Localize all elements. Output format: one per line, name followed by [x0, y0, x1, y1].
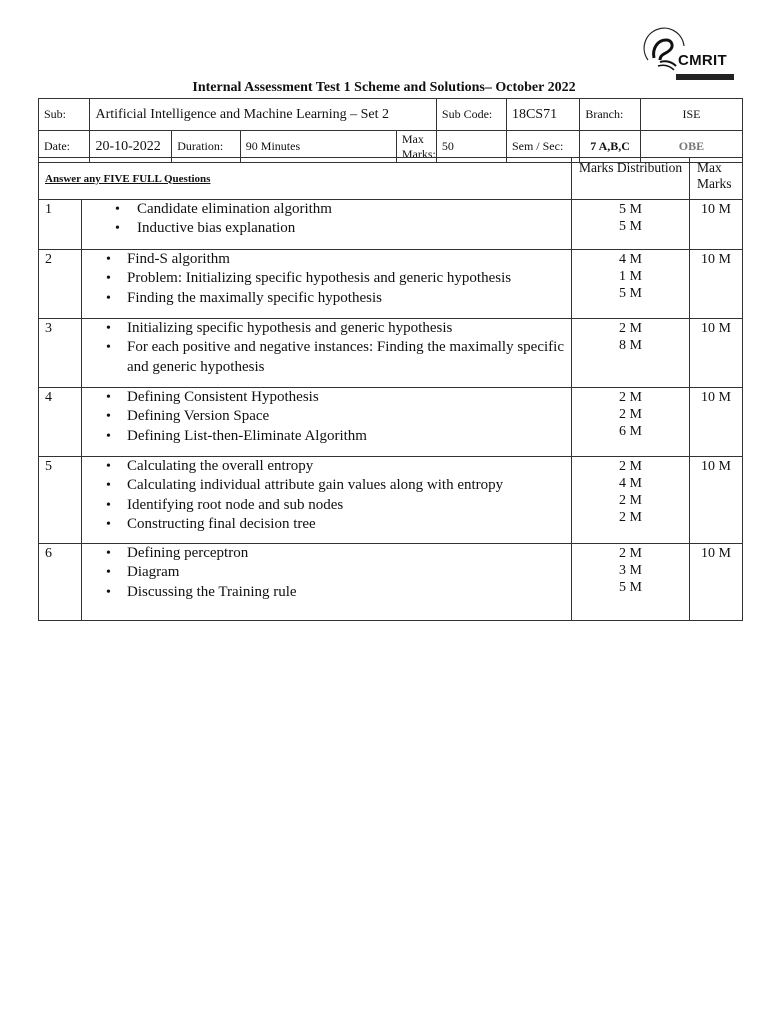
- question-number: 4: [39, 388, 82, 457]
- instruction-text: Answer any FIVE FULL Questions: [45, 172, 211, 185]
- question-item: • Calculating the overall entropy: [82, 457, 571, 476]
- mark-value: 5 M: [619, 580, 642, 595]
- question-items: [82, 388, 572, 457]
- duration-label: Duration:: [172, 131, 241, 163]
- max-mark: 10 M: [690, 457, 743, 544]
- max-mark: 10 M: [690, 319, 743, 388]
- question-item: • Find-S algorithm: [82, 250, 571, 269]
- max-mark: 10 M: [690, 388, 743, 457]
- maxmarks-label: Max Marks:: [396, 131, 436, 163]
- question-number: 1: [39, 200, 82, 250]
- max-mark: 10 M: [690, 250, 743, 319]
- maxmarks-value: 50: [436, 131, 506, 163]
- branch-value: ISE: [640, 99, 742, 131]
- mark-value: 4 M: [619, 476, 642, 491]
- mark-value: 2 M: [619, 459, 642, 474]
- mark-value: 2 M: [619, 510, 642, 525]
- question-item: • Inductive bias explanation: [82, 219, 571, 238]
- mark-value: 5 M: [619, 219, 642, 234]
- question-row: [39, 319, 743, 388]
- logo-name: CMRIT: [678, 52, 727, 69]
- question-item: • Defining Consistent Hypothesis: [82, 388, 571, 407]
- mark-value: 6 M: [619, 424, 642, 439]
- marks-distribution: [572, 319, 690, 388]
- marks-distribution: [572, 457, 690, 544]
- question-row: [39, 250, 743, 319]
- question-number: 3: [39, 319, 82, 388]
- question-item: • For each positive and negative instances: Finding the maximally specific and generic hypothesis: [82, 338, 571, 377]
- instruction-cell: [39, 158, 572, 200]
- mark-value: 3 M: [619, 563, 642, 578]
- max-mark: 10 M: [690, 544, 743, 621]
- question-item: • Finding the maximally specific hypothesis: [82, 289, 571, 308]
- max-marks-header: Max Marks: [690, 158, 743, 200]
- question-items: [82, 250, 572, 319]
- semsec-value: 7 A,B,C: [580, 131, 641, 163]
- question-number: 2: [39, 250, 82, 319]
- question-item: • Defining perceptron: [82, 544, 571, 563]
- mark-value: 5 M: [619, 202, 642, 217]
- mark-value: 4 M: [619, 252, 642, 267]
- sub-label: Sub:: [39, 99, 90, 131]
- semsec-label: Sem / Sec:: [506, 131, 579, 163]
- question-item: • Problem: Initializing specific hypothesis and generic hypothesis: [82, 269, 571, 288]
- date-label: Date:: [39, 131, 90, 163]
- question-items: [82, 457, 572, 544]
- question-items: [82, 319, 572, 388]
- mark-value: 2 M: [619, 407, 642, 422]
- cmrit-logo: [632, 24, 736, 88]
- question-item: • Identifying root node and sub nodes: [82, 496, 571, 515]
- question-row: [39, 200, 743, 250]
- question-row: [39, 544, 743, 621]
- question-item: • Defining Version Space: [82, 407, 571, 426]
- duration-value: 90 Minutes: [240, 131, 396, 163]
- marks-distribution: [572, 200, 690, 250]
- marks-distribution: [572, 544, 690, 621]
- subcode-label: Sub Code:: [436, 99, 506, 131]
- question-number: 6: [39, 544, 82, 621]
- mark-value: 2 M: [619, 493, 642, 508]
- question-items: [82, 544, 572, 621]
- mark-value: 2 M: [619, 390, 642, 405]
- question-item: • Calculating individual attribute gain values along with entropy: [82, 476, 571, 495]
- question-item: • Constructing final decision tree: [82, 515, 571, 534]
- question-number: 5: [39, 457, 82, 544]
- question-item: • Candidate elimination algorithm: [82, 200, 571, 219]
- question-row: [39, 457, 743, 544]
- obe-label: OBE: [640, 131, 742, 163]
- mark-value: 2 M: [619, 321, 642, 336]
- question-item: • Diagram: [82, 563, 571, 582]
- mark-value: 1 M: [619, 269, 642, 284]
- max-mark: 10 M: [690, 200, 743, 250]
- subcode-value: 18CS71: [506, 99, 579, 131]
- question-item: • Defining List-then-Eliminate Algorithm: [82, 427, 571, 446]
- sub-value: Artificial Intelligence and Machine Learning – Set 2: [90, 99, 436, 131]
- date-value: 20-10-2022: [90, 131, 172, 163]
- branch-label: Branch:: [580, 99, 641, 131]
- mark-value: 8 M: [619, 338, 642, 353]
- mark-value: 2 M: [619, 546, 642, 561]
- mark-value: 5 M: [619, 286, 642, 301]
- question-items: [82, 200, 572, 250]
- page-title: Internal Assessment Test 1 Scheme and Solutions– October 2022: [192, 80, 576, 95]
- questions-table: [38, 157, 743, 621]
- header-table: [38, 98, 743, 163]
- question-item: • Initializing specific hypothesis and generic hypothesis: [82, 319, 571, 338]
- marks-distribution: [572, 388, 690, 457]
- marks-distribution: [572, 250, 690, 319]
- question-row: [39, 388, 743, 457]
- marks-distribution-header: Marks Distribution: [572, 158, 690, 200]
- question-item: • Discussing the Training rule: [82, 583, 571, 602]
